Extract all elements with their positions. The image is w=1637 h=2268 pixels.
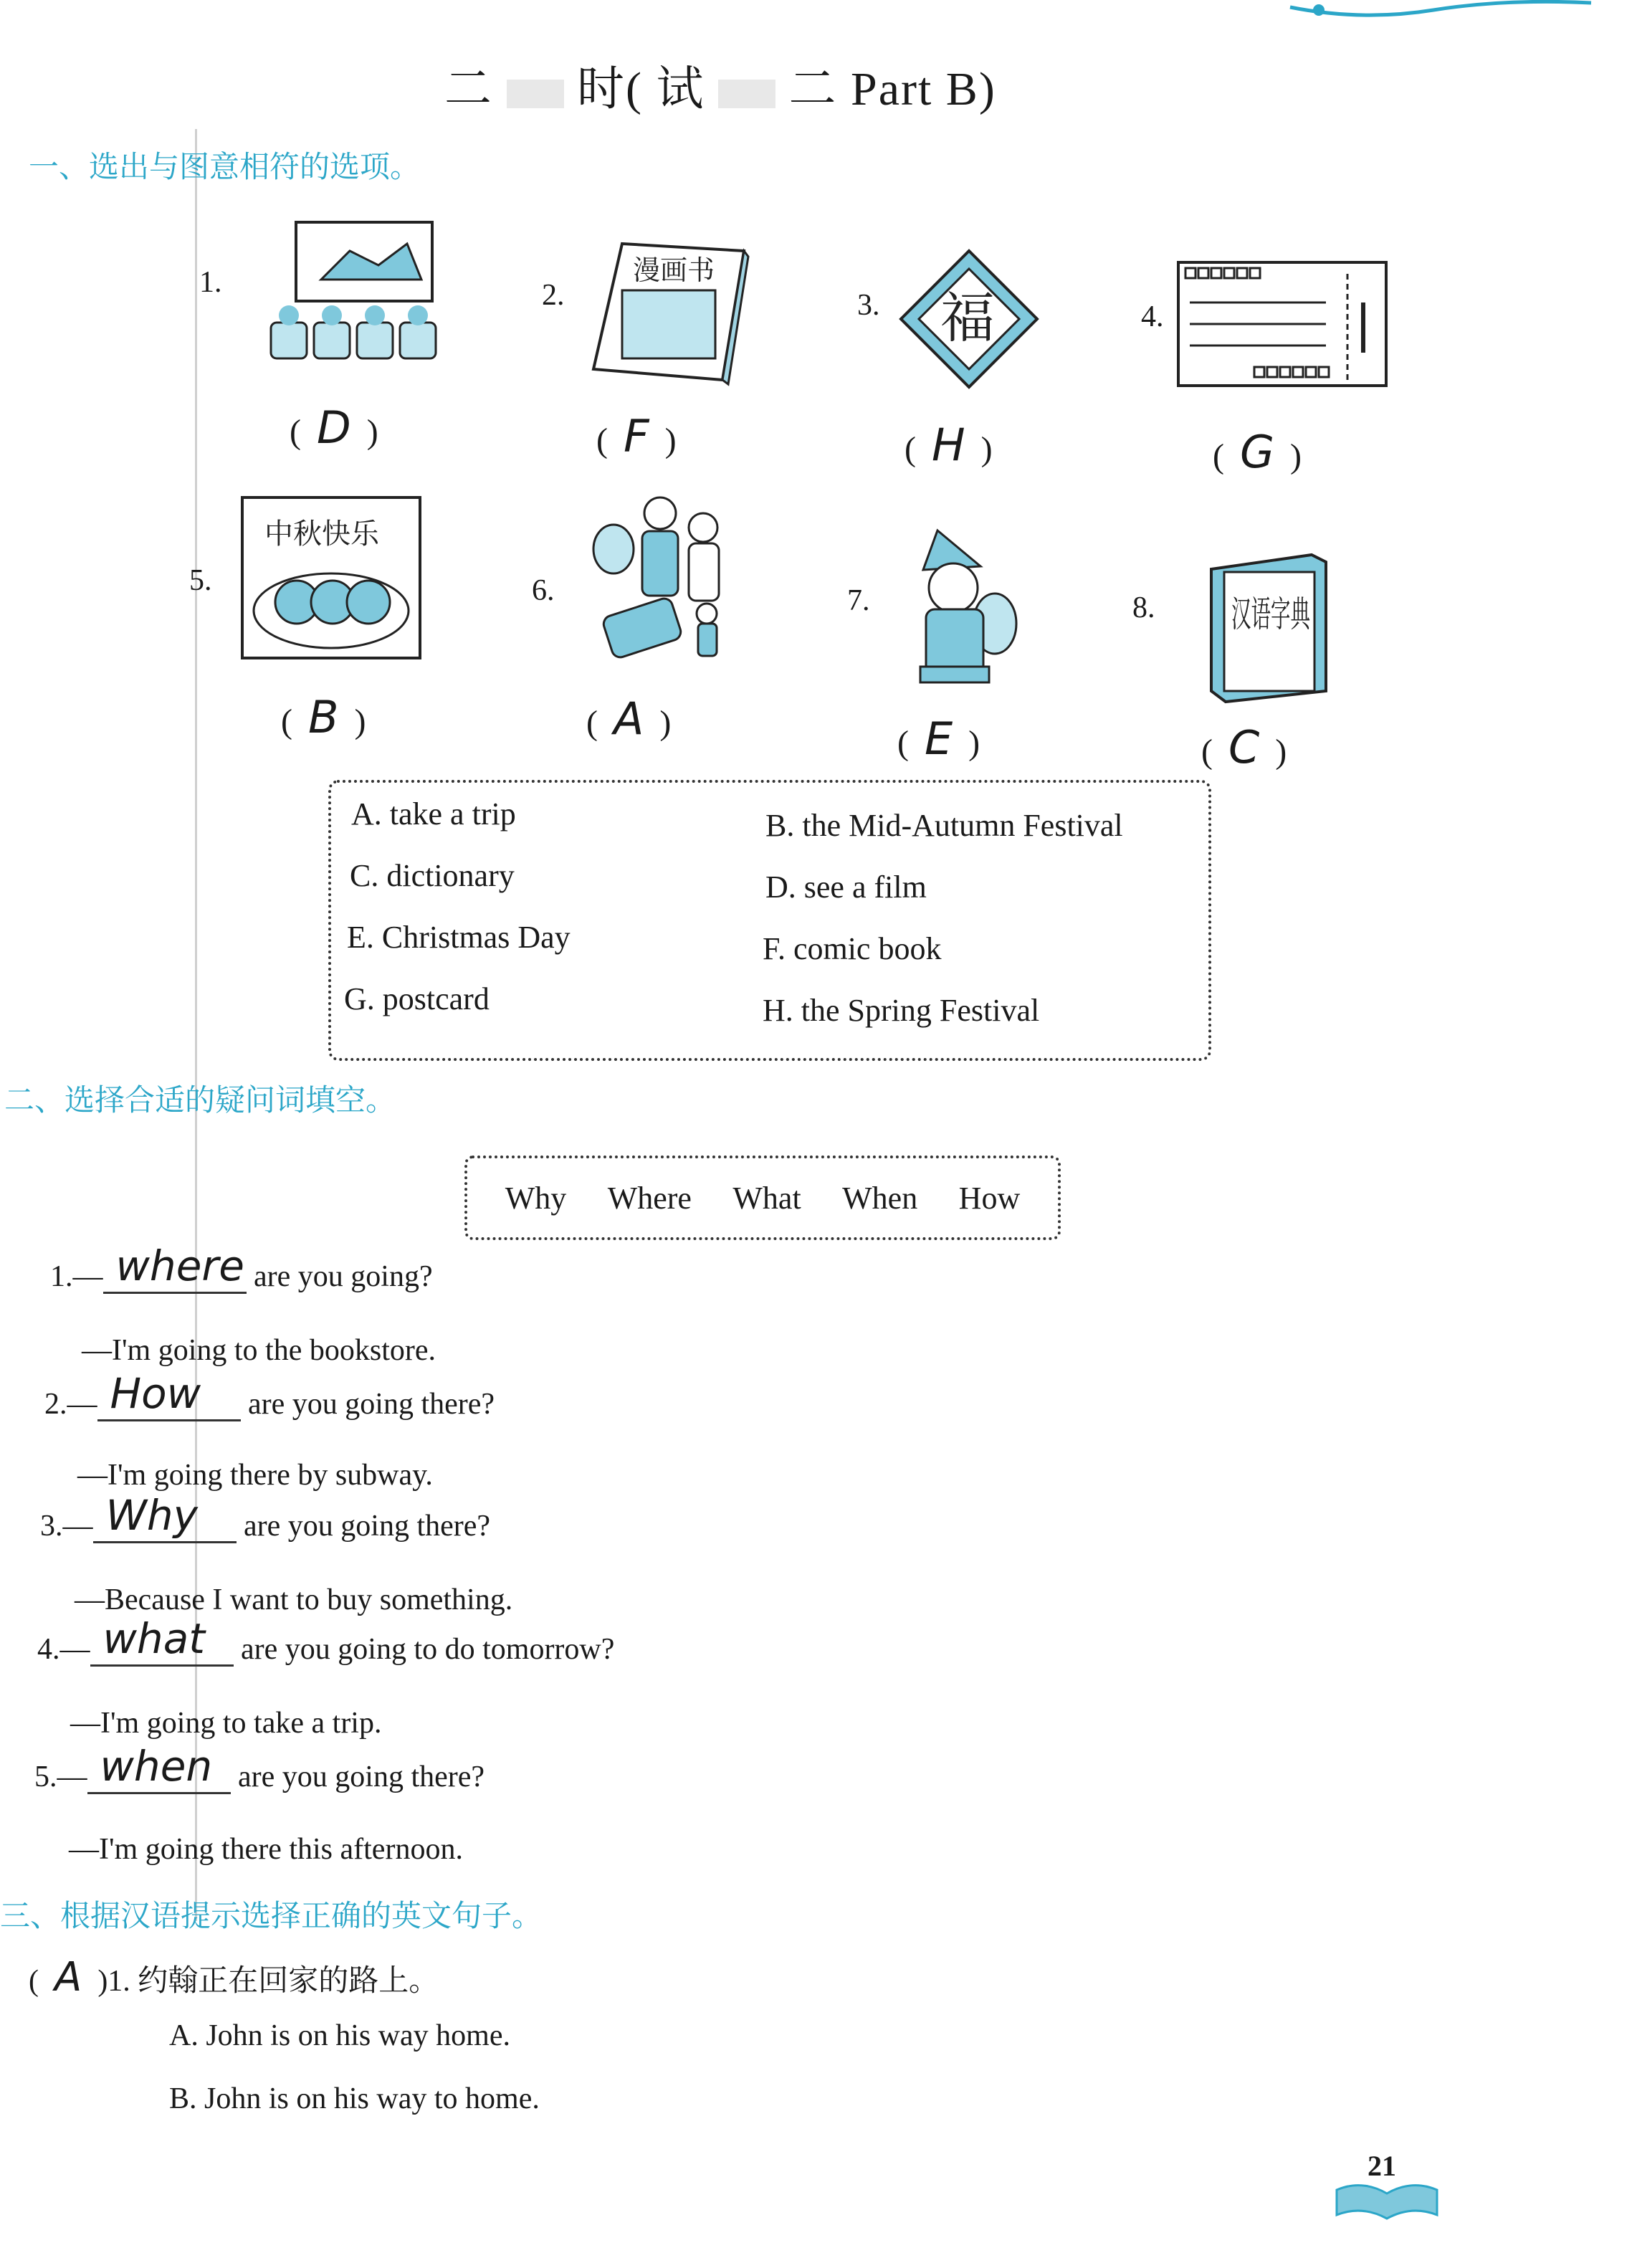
answer-blank-3[interactable]: Why	[93, 1504, 237, 1543]
answer-slot-6: ( A )	[586, 692, 672, 745]
fill-question-2: 2.— How are you going there?	[44, 1369, 495, 1421]
comic-book-icon	[579, 237, 751, 387]
choice-answer-1: A	[54, 1954, 82, 2001]
answer-slot-1: ( D )	[290, 401, 378, 454]
item-number: 4.	[1141, 300, 1164, 333]
answer-slot-8: ( C )	[1201, 721, 1287, 773]
fill-question-3: 3.— Why are you going there?	[40, 1491, 491, 1543]
choice-option-a: A. John is on his way home.	[169, 2019, 510, 2052]
cinema-picture-icon	[264, 215, 464, 373]
answer-slot-3: ( H )	[905, 419, 993, 471]
santa-claus-icon	[894, 523, 1016, 688]
fu-character-icon	[897, 247, 1041, 391]
title-part-2: 时(	[577, 63, 643, 115]
page-title	[444, 50, 996, 118]
question-word-box	[464, 1156, 1061, 1240]
choice-option-b: B. John is on his way to home.	[169, 2082, 540, 2115]
answer-blank-5[interactable]: when	[87, 1755, 231, 1794]
option-b: B. the Mid-Autumn Festival	[765, 808, 1123, 843]
section-1-heading: 一、选出与图意相符的选项。	[29, 149, 421, 184]
section-3-heading: 三、根据汉语提示选择正确的英文句子。	[0, 1898, 543, 1933]
postcard-icon	[1175, 259, 1390, 389]
option-d: D. see a film	[765, 869, 927, 905]
answer-slot-4: ( G )	[1213, 426, 1302, 478]
mid-autumn-mooncake-icon	[239, 495, 423, 661]
family-trip-icon	[578, 492, 743, 671]
fill-answer-5: —I'm going there this afternoon.	[69, 1833, 463, 1866]
fill-answer-4: —I'm going to take a trip.	[70, 1707, 382, 1740]
answer-blank-4[interactable]: what	[90, 1627, 234, 1667]
svg-text:中秋快乐: 中秋快乐	[264, 518, 379, 551]
item-number: 2.	[542, 279, 565, 312]
word-what: What	[732, 1180, 801, 1216]
svg-text:福: 福	[940, 286, 995, 350]
chinese-dictionary-icon	[1204, 548, 1333, 705]
comic-book-title: 漫画书	[633, 254, 715, 286]
title-smudge	[507, 80, 564, 108]
answer-blank-1[interactable]: where	[103, 1254, 247, 1294]
answer-slot-2: ( F )	[596, 410, 677, 462]
option-f: F. comic book	[763, 931, 942, 966]
title-smudge	[718, 80, 775, 108]
section-2-heading: 二、选择合适的疑问词填空。	[4, 1082, 396, 1118]
option-h: H. the Spring Festival	[763, 993, 1040, 1028]
word-why: Why	[505, 1180, 567, 1216]
item-number: 6.	[532, 574, 555, 607]
option-g: G. postcard	[344, 981, 490, 1016]
fill-answer-2: —I'm going there by subway.	[77, 1459, 433, 1492]
item-number: 5.	[189, 564, 212, 597]
item-number: 1.	[199, 266, 222, 299]
fill-question-4: 4.— what are you going to do tomorrow?	[37, 1614, 615, 1666]
option-e: E. Christmas Day	[347, 920, 571, 955]
item-number: 8.	[1132, 591, 1155, 624]
answer-slot-7: ( E )	[897, 713, 980, 765]
options-box	[328, 780, 1211, 1061]
word-where: Where	[607, 1180, 692, 1216]
svg-text:汉语字典: 汉语字典	[1231, 594, 1312, 635]
title-part-4: 二 Part B)	[788, 63, 996, 115]
option-a: A. take a trip	[351, 796, 516, 832]
answer-slot-5: ( B )	[281, 691, 366, 743]
answer-blank-2[interactable]: How	[97, 1382, 241, 1421]
title-part-1: 二	[444, 63, 493, 115]
wave-decoration	[1290, 0, 1591, 43]
item-number: 3.	[857, 289, 880, 322]
item-number: 7.	[847, 584, 870, 617]
choice-question-1: ( A )1. 约翰正在回家的路上。	[29, 1954, 439, 2001]
fill-question-5: 5.— when are you going there?	[34, 1742, 485, 1793]
option-c: C. dictionary	[350, 858, 515, 893]
page-number: 21	[1368, 2150, 1396, 2182]
fill-answer-3: —Because I want to buy something.	[75, 1583, 513, 1616]
fill-answer-1: —I'm going to the bookstore.	[82, 1334, 436, 1367]
fill-question-1: 1.— where are you going?	[50, 1242, 433, 1293]
word-how: How	[958, 1180, 1021, 1216]
word-when: When	[842, 1180, 918, 1216]
open-book-icon	[1333, 2179, 1441, 2222]
title-part-3: 试	[656, 63, 705, 115]
